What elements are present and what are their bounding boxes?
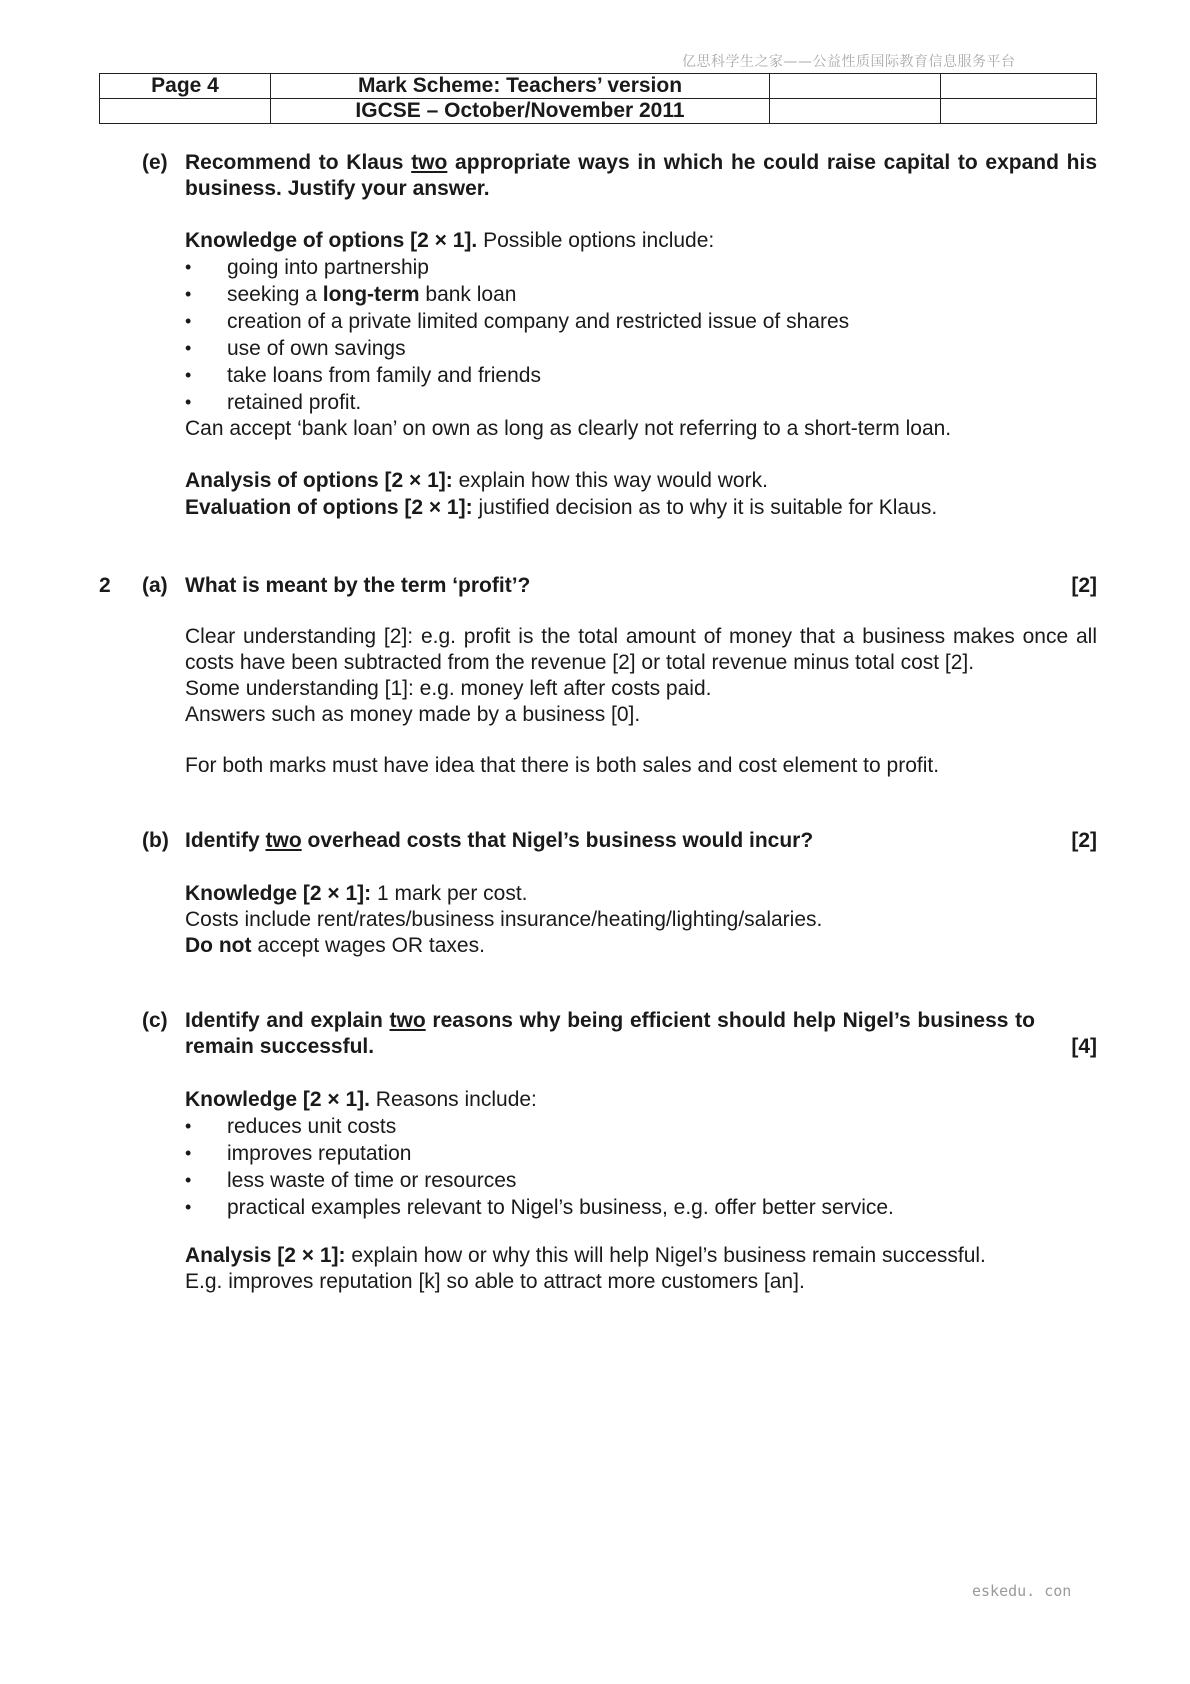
list-item: • retained profit. (185, 391, 362, 414)
list-item: • going into partnership (185, 256, 429, 279)
q2b-label: (b) (142, 829, 169, 852)
q2a-mark: [2] (1071, 574, 1097, 597)
q2b-costs: Costs include rent/rates/business insurance/heating/lighting/salaries. (185, 908, 823, 931)
q2b-question: Identify two overhead costs that Nigel’s business would incur? (185, 829, 814, 852)
q1e-label: (e) (142, 151, 168, 174)
q1e-evaluation: Evaluation of options [2 × 1]: justified decision as to why it is suitable for Klaus. (185, 496, 938, 519)
q1e-note: Can accept ‘bank loan’ on own as long as clearly not referring to a short-term loan. (185, 417, 952, 440)
header-empty-3 (100, 99, 271, 124)
list-item: • creation of a private limited company and restricted issue of shares (185, 310, 850, 333)
list-item: • reduces unit costs (185, 1115, 397, 1138)
q1e-question: Recommend to Klaus two appropriate ways in which he could raise capital to expand his business. Justify your answer. (185, 151, 1098, 200)
header-title: Mark Scheme: Teachers’ version (271, 74, 770, 99)
q2a-answer-clear: Clear understanding [2]: e.g. profit is the total amount of money that a business makes once all costs have been subtracted from the revenue [2] or total revenue minus total cost [2]. (185, 625, 1097, 674)
q1e-options-list (185, 254, 1097, 416)
list-item: • seeking a long-term bank loan (185, 283, 517, 306)
q2a-question: What is meant by the term ‘profit’? (185, 574, 531, 597)
watermark-bottom: eskedu. con (972, 1582, 1072, 1600)
q2c-example: E.g. improves reputation [k] so able to attract more customers [an]. (185, 1270, 805, 1293)
q2c-question: Identify and explain two reasons why being efficient should help Nigel’s business to remain successful. (185, 1009, 1035, 1058)
q2a-answer-note: For both marks must have idea that there is both sales and cost element to profit. (185, 754, 940, 777)
list-item: • take loans from family and friends (185, 364, 541, 387)
watermark-top: 亿思科学生之家——公益性质国际教育信息服务平台 (682, 54, 1016, 70)
q2c-mark: [4] (1071, 1035, 1097, 1058)
header-empty-5 (941, 99, 1097, 124)
q2c-knowledge: Knowledge [2 × 1]. Reasons include: (185, 1088, 537, 1111)
list-item: • improves reputation (185, 1142, 412, 1165)
q1e-analysis: Analysis of options [2 × 1]: explain how this way would work. (185, 469, 768, 492)
list-item: • use of own savings (185, 337, 406, 360)
header-empty-2 (941, 74, 1097, 99)
q2c-label: (c) (142, 1009, 168, 1032)
q2b-knowledge: Knowledge [2 × 1]: 1 mark per cost. (185, 882, 528, 905)
header-page: Page 4 (100, 74, 271, 99)
list-item: • less waste of time or resources (185, 1169, 517, 1192)
q2a-label: (a) (142, 574, 168, 597)
q2c-reasons-list (185, 1113, 1097, 1221)
header-exam: IGCSE – October/November 2011 (271, 99, 770, 124)
header-empty-4 (770, 99, 941, 124)
header-empty-1 (770, 74, 941, 99)
q2a-answer-some: Some understanding [1]: e.g. money left after costs paid. (185, 677, 712, 700)
q2b-mark: [2] (1071, 829, 1097, 852)
q2-number: 2 (99, 574, 111, 597)
list-item: • practical examples relevant to Nigel’s business, e.g. offer better service. (185, 1196, 894, 1219)
q1e-knowledge: Knowledge of options [2 × 1]. Possible options include: (185, 229, 715, 252)
q2a-answer-zero: Answers such as money made by a business [0]. (185, 703, 641, 726)
header-table (99, 73, 1097, 124)
q2c-analysis: Analysis [2 × 1]: explain how or why this will help Nigel’s business remain successful. (185, 1244, 986, 1267)
q2b-donot: Do not accept wages OR taxes. (185, 934, 485, 957)
